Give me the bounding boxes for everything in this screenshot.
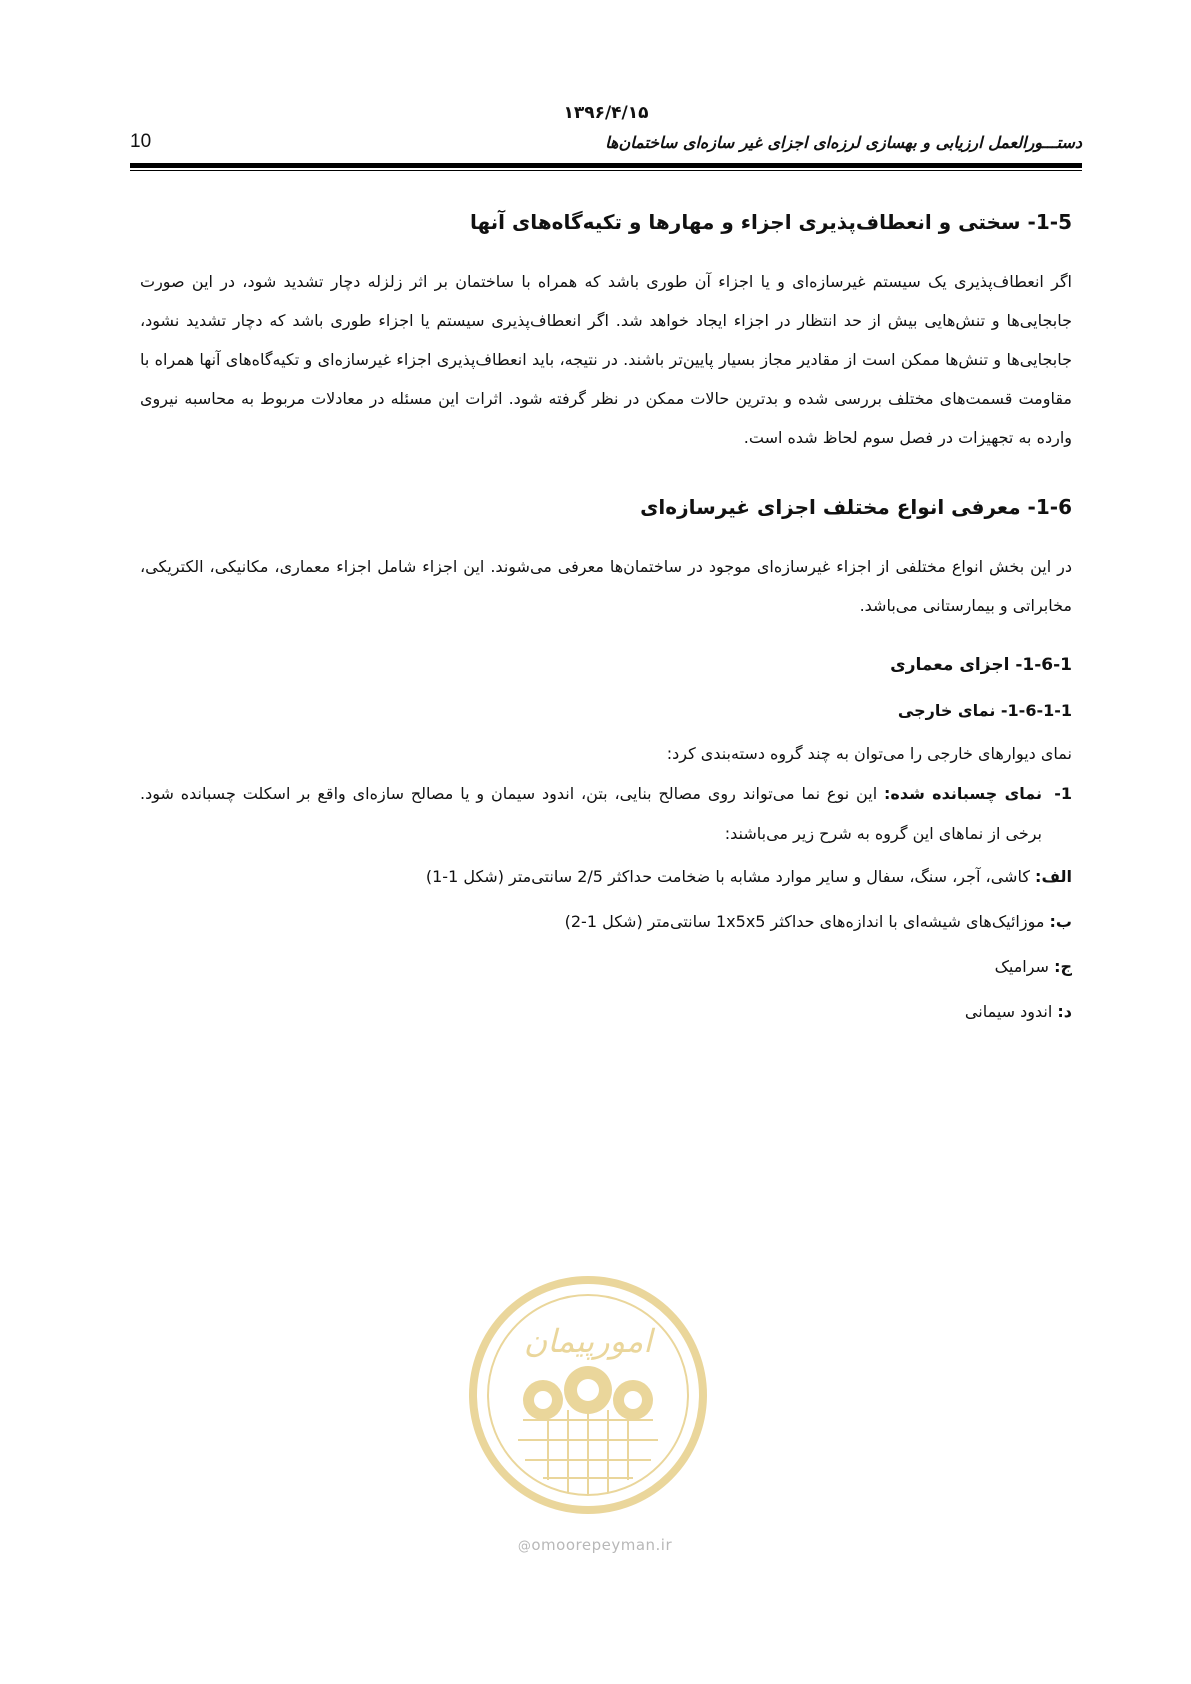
list-item-adhered-facade bbox=[140, 774, 1072, 854]
subitem-label: ب: bbox=[1049, 912, 1072, 931]
subitem-jim bbox=[140, 944, 1072, 989]
subsection-heading-1-6-1-1: 1-6-1-1- نمای خارجی bbox=[897, 701, 1072, 720]
subitem-text: اندود سیمانی bbox=[964, 1002, 1053, 1021]
section-heading-1-6: 1-6- معرفی انواع مختلف اجزای غیرسازه‌ای bbox=[640, 495, 1072, 519]
list-item-body bbox=[140, 774, 1042, 854]
at-icon: @ bbox=[517, 1539, 532, 1554]
page-header bbox=[130, 95, 1082, 173]
logo-seal-icon bbox=[463, 1270, 713, 1520]
subitem-label: ج: bbox=[1054, 957, 1072, 976]
header-rule-thick bbox=[130, 163, 1082, 168]
website-watermark bbox=[470, 1536, 720, 1554]
subitem-text: سرامیک bbox=[994, 957, 1049, 976]
section-paragraph-1-6: در این بخش انواع مختلفی از اجزاء غیرسازه‌ای موجود در ساختمان‌ها معرفی می‌شوند. این اجزاء شامل اجزاء معماری، مکانیکی، الکتریکی، مخابراتی و بیمارستانی می‌باشد. bbox=[140, 557, 1072, 615]
facade-intro-text: نمای دیوارهای خارجی را می‌توان به چند گروه دسته‌بندی کرد: bbox=[666, 744, 1072, 763]
subitem-dal bbox=[140, 989, 1072, 1034]
publisher-logo-watermark bbox=[463, 1270, 713, 1520]
header-date: ۱۳۹۶/۴/۱۵ bbox=[563, 103, 649, 123]
list-item-text: این نوع نما می‌تواند روی مصالح بنایی، بتن، اندود سیمان و یا مصالح سازه‌ای واقع بر اسکلت چسبانده شود. برخی از نماهای این گروه به شرح زیر می‌باشند: bbox=[140, 784, 1042, 843]
subitem-be bbox=[140, 899, 1072, 944]
subitem-alef bbox=[140, 854, 1072, 899]
header-document-title: دستـــورالعمل ارزیابی و بهسازی لرزه‌ای اجزای غیر سازه‌ای ساختمان‌ها bbox=[605, 133, 1082, 152]
header-rule-thin bbox=[130, 170, 1082, 171]
subsection-heading-1-6-1: 1-6-1- اجزای معماری bbox=[890, 655, 1072, 675]
subitem-text: موزائیک‌های شیشه‌ای با اندازه‌های حداکثر 1x5x5 سانتی‌متر (شکل 1-2) bbox=[564, 912, 1045, 931]
section-paragraph-1-5: اگر انعطاف‌پذیری یک سیستم غیرسازه‌ای و یا اجزاء آن طوری باشد که همراه با ساختمان بر اثر زلزله دچار تشدید شود، در این صورت جابجایی‌ها و تنش‌هایی بیش از حد انتظار در اجزاء ایجاد خواهد شد. اگر انعطاف‌پذیری سیستم یا اجزاء طوری باشد که دچار تشدید نشود، جابجایی‌ها و تنش‌ها ممکن است از مقادیر مجاز بسیار پایین‌تر باشند. در نتیجه، باید انعطاف‌پذیری اجزاء غیرسازه‌ای و تکیه‌گاه‌های آنها همراه با مقاومت قسمت‌های مختلف بررسی شده و بدترین حالات ممکن در نظر گرفته شود. اثرات این مسئله در معادلات مربوط به محاسبه نیروی وارده به تجهیزات در فصل سوم لحاظ شده است. bbox=[140, 272, 1072, 447]
section-heading-1-5: 1-5- سختی و انعطاف‌پذیری اجزاء و مهارها و تکیه‌گاه‌های آنها bbox=[469, 210, 1072, 234]
list-item-number: 1- bbox=[1054, 784, 1072, 803]
list-item-label: نمای چسبانده شده: bbox=[884, 784, 1042, 803]
logo-text: امورپیمان bbox=[523, 1322, 653, 1360]
subitem-text: کاشی، آجر، سنگ، سفال و سایر موارد مشابه با ضخامت حداکثر 2/5 سانتی‌متر (شکل 1-1) bbox=[425, 867, 1030, 886]
subitem-label: د: bbox=[1057, 1002, 1072, 1021]
page-body bbox=[140, 210, 1072, 1034]
website-text: omoorepeyman.ir bbox=[531, 1536, 673, 1554]
page-number: 10 bbox=[130, 131, 152, 152]
subitem-label: الف: bbox=[1035, 867, 1072, 886]
